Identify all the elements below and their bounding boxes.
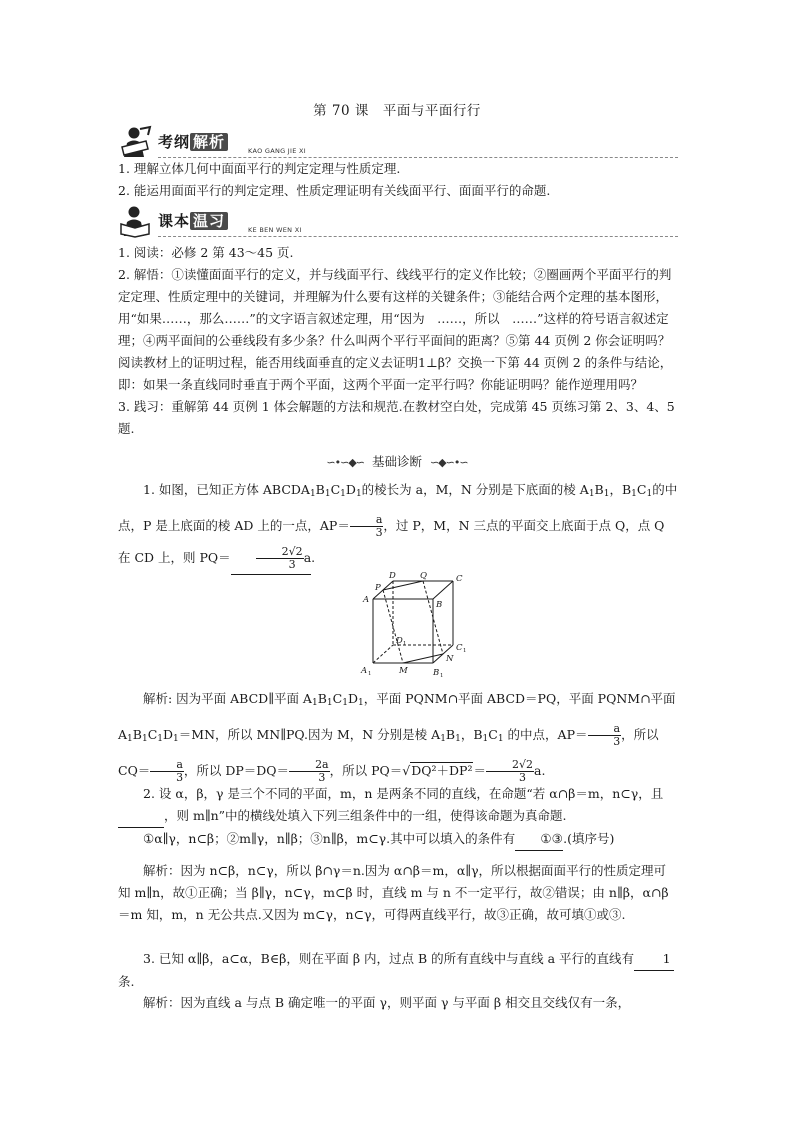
banner-label: 考纲 解析 xyxy=(158,131,228,152)
outline-text xyxy=(118,158,678,202)
section-heading xyxy=(0,452,794,470)
label-C1: C xyxy=(456,643,463,653)
outline-item: 2. 能运用面面平行的判定定理、性质定理证明有关线面平行、面面平行的命题. xyxy=(118,183,551,198)
q2-text: ，则 m∥n”中的横线处填入下列三组条件中的一组，使得该命题为真命题. xyxy=(164,808,567,823)
review-text xyxy=(118,242,678,440)
question-2 xyxy=(118,783,678,851)
label-N: N xyxy=(446,654,454,664)
label-D1: D xyxy=(396,636,403,646)
ornament-left: ∽•∽◆∽ xyxy=(326,456,365,469)
answer-blank: ①③ xyxy=(515,828,563,851)
fraction: $\frac{a}{3}$ xyxy=(350,514,384,539)
outline-banner xyxy=(118,125,678,161)
banner-pinyin: KAO GANG JIE XI xyxy=(248,147,306,155)
q1-text: ，过 P，M，N 三点的平面交上底面于点 Q，点 Q 在 CD 上，则 PQ＝ xyxy=(118,518,665,565)
s1-text: ，所以 CQ＝ xyxy=(118,727,659,778)
review-item: 3. 践习：重解第 44 页例 1 体会解题的方法和规范.在教材空白处，完成第 45 页练习第 2、3、4、5 题. xyxy=(118,399,675,436)
s1-text: a. xyxy=(534,763,546,778)
banner-pinyin: KE BEN WEN XI xyxy=(248,226,302,234)
review-item: 1. 阅读：必修 2 第 43～45 页. xyxy=(118,245,294,260)
q1-text: 1. 如图，已知正方体 ABCDA xyxy=(143,482,310,497)
banner-divider xyxy=(158,236,678,237)
question-1: 1. 如图，已知正方体 $ABCDA_1B_1C_1D_1$的棱长为 a，M，N 分别是下底面的棱 $A_1B_1$，$B_1C_1$的中点，P 是上底面的棱 AD 上的一点，AP＝ $\frac{a}{3}$ ，过 P，M，N 三点的平面交上底面于点 Q，点 Q 在 CD 上，则 PQ＝ $\frac{2√2}{3}$ a. xyxy=(118,474,678,575)
label-A: A xyxy=(363,595,370,605)
q2-text: 2. 设 α，β，γ 是三个不同的平面，m，n 是两条不同的直线，在命题“若 α∩β＝m，n⊂γ，且 xyxy=(143,786,664,801)
label-C: C xyxy=(456,574,463,584)
sub-1: 1 xyxy=(403,641,407,647)
solution-2 xyxy=(118,860,678,926)
s1-text: 的中点，AP＝ xyxy=(503,727,588,742)
sub-1: 1 xyxy=(463,648,467,654)
question-3 xyxy=(118,948,678,993)
q2-text: ①α∥γ，n⊂β；②m∥γ，n∥β；③n∥β，m⊂γ.其中可以填入的条件有 xyxy=(143,831,516,846)
solution-3 xyxy=(118,992,678,1014)
sqrt-expr: DQ²＋DP² xyxy=(411,763,473,778)
reader-icon xyxy=(118,125,152,159)
review-banner xyxy=(118,204,678,240)
q1-text: 的中点，P 是上底面的棱 AD 上的一点，AP＝ xyxy=(118,482,678,533)
q2-text: .(填序号) xyxy=(563,831,615,846)
solution-1: 解析: 因为平面 ABCD∥平面 $A_1B_1C_1D_1$，平面 PQNM∩平面 ABCD＝PQ，平面 PQNM∩平面 $A_1B_1C_1D_1=MN$，所以 MN∥PQ.因为 M，N 分别是棱 $A_1B_1$，$B_1C_1$ 的中点，AP＝ $\frac{a}{3}$ ，所以 CQ＝ $\frac{a}{3}$ ，所以 DP＝DQ＝ $\frac{2a}{3}$ ，所以 PQ＝√DQ²＋DP²＝ $\frac{2√2}{3}$ a. xyxy=(118,691,676,784)
q3-text: 条. xyxy=(118,974,135,989)
s1-text: ，平面 PQNM∩平面 ABCD＝PQ，平面 PQNM∩平面 A xyxy=(118,691,676,742)
ornament-right: ∽◆∽•∽ xyxy=(429,456,468,469)
answer-blank: $\frac{2√2}{3}$ a xyxy=(231,542,311,575)
s1-text: 解析: 因为平面 ABCD∥平面 A xyxy=(143,691,312,706)
page-title: 第 70 课 平面与平面行行 xyxy=(313,103,481,119)
s1-text: ，所以 DP＝DQ＝ xyxy=(183,763,290,778)
s1-text: ，所以 PQ＝ xyxy=(329,763,403,778)
label-A1: A xyxy=(361,666,368,676)
label-Q: Q xyxy=(420,571,427,581)
s3-text: 解析：因为直线 a 与点 B 确定唯一的平面 γ，则平面 γ 与平面 β 相交且交线仅有一条， xyxy=(143,995,631,1010)
answer-blank xyxy=(118,805,164,828)
label-P: P xyxy=(375,583,381,593)
answer-blank: 1 xyxy=(634,948,674,971)
banner-label: 课本 温习 xyxy=(158,210,228,231)
q3-text: 3. 已知 α∥β，a⊂α，B∈β，则在平面 β 内，过点 B 的所有直线中与直线 a 平行的直线有 xyxy=(143,951,635,966)
cube-figure xyxy=(353,571,473,681)
label-M: M xyxy=(399,666,408,676)
label-B: B xyxy=(436,600,443,610)
sub-1: 1 xyxy=(368,671,372,677)
label-D: D xyxy=(389,571,396,581)
review-item: 2. 解悟：①读懂面面平行的定义，并与线面平行、线线平行的定义作比较；②圈画两个平面平行的判定定理、性质定理中的关键词，并理解为什么要有这样的关键条件；③能结合两个定理的基本图形，用“如果……，那么……”的文字语言叙述定理，用“因为 ……，所以 ……”这样的符号语言叙述定理；④两平面间的公垂线段有多少条？什么叫两个平行平面间的距离？⑤第 44 页例 2 你会证明吗？阅读教材上的证明过程，能否用线面垂直的定义去证明1⊥β？交换一下第 44 页例 2 的条件与结论，即：如果一条直线同时垂直于两个平面，这两个平面一定平行吗？你能证明吗？能作逆理用吗？ xyxy=(118,267,673,392)
label-B1: B xyxy=(433,668,440,678)
reader-icon xyxy=(118,204,152,238)
s1-text: ＝MN，所以 MN∥PQ.因为 M，N 分别是棱 A xyxy=(178,727,441,742)
q1-text: 的棱长为 a，M，N 分别是下底面的棱 A xyxy=(361,482,589,497)
s2-text: 解析：因为 n⊂β，n⊂γ，所以 β∩γ＝n.因为 α∩β＝m，α∥γ，所以根据面面平行的性质定理可知 m∥n，故①正确；当 β∥γ，n⊂γ，m⊂β 时，直线 m 与 n 不一定平行，故②错误；由 n∥β，α∩β＝m 知，m，n 无公共点.又因为 m⊂γ，n⊂γ，可得两直线平行，故③正确，故可填①或③. xyxy=(118,863,669,922)
sub-1: 1 xyxy=(440,673,444,679)
outline-item: 1. 理解立体几何中面面平行的判定定理与性质定理. xyxy=(118,161,401,176)
section-title: 基础诊断 xyxy=(371,454,422,469)
